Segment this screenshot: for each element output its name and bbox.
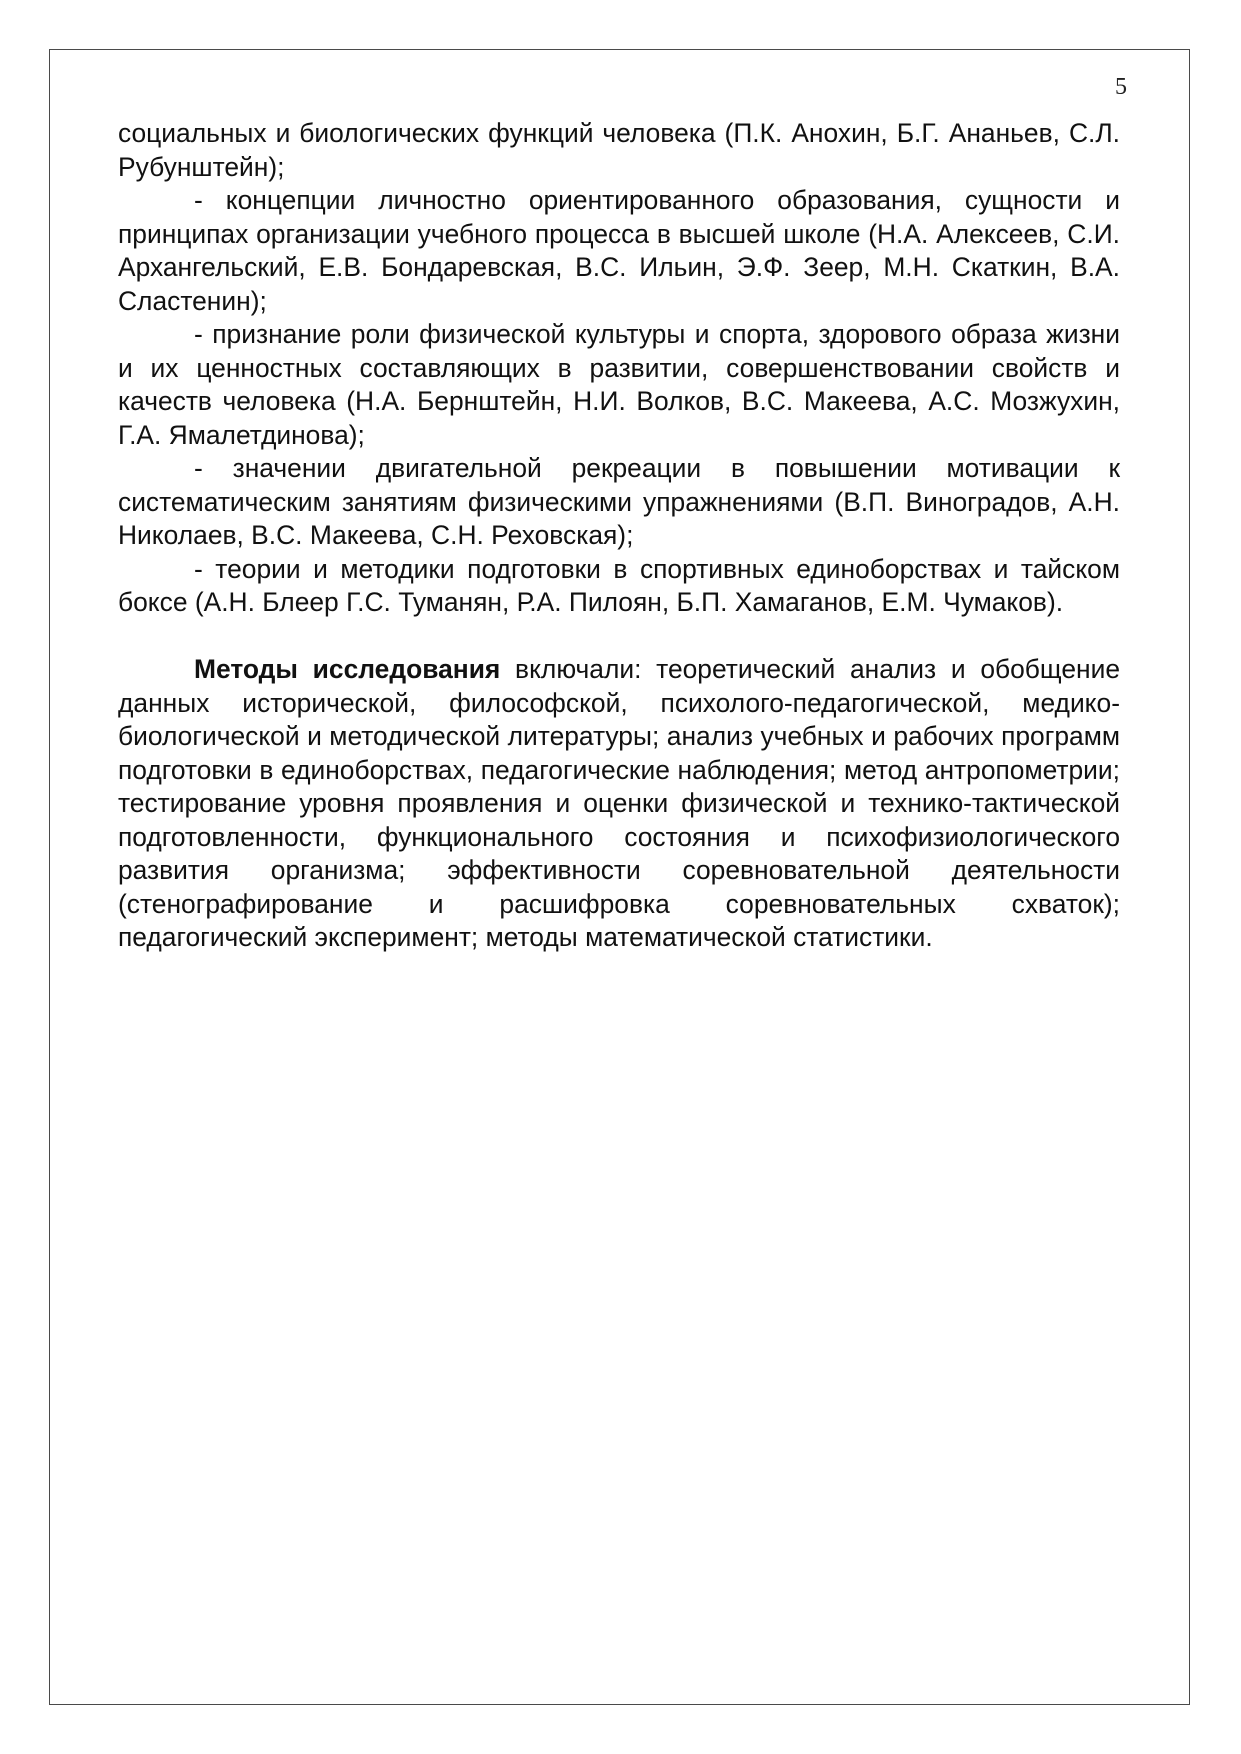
document-body [118,117,1120,955]
page-number: 5 [1115,74,1127,100]
list-item-physical-culture: - признание роли физической культуры и спорта, здорового образа жизни и их ценностных составляющих в развитии, совершенствовании свойств и качеств человека (Н.А. Бернштейн, Н.И. Волков, В.С. Макеева, А.С. Мозжухин, Г.А. Ямалетдинова); [118,319,1120,450]
methods-paragraph [118,653,1120,955]
paragraph-gap [118,620,1120,654]
list-item-concepts: - концепции личностно ориентированного образования, сущности и принципах организации учебного процесса в высшей школе (Н.А. Алексеев, С.И. Архангельский, Е.В. Бондаревская, В.С. Ильин, Э.Ф. Зеер, М.Н. Скаткин, В.А. Сластенин); [118,185,1120,316]
methods-heading: Методы исследования [194,654,501,684]
paragraph-continuation: социальных и биологических функций человека (П.К. Анохин, Б.Г. Ананьев, С.Л. Рубунштейн); [118,118,1120,182]
list-item-motor-recreation: - значении двигательной рекреации в повышении мотивации к систематическим занятиям физическими упражнениями (В.П. Виноградов, А.Н. Николаев, В.С. Макеева, С.Н. Реховская); [118,453,1120,550]
methods-text: включали: теоретический анализ и обобщение данных исторической, философской, психолого-педагогической, медико-биологической и методической литературы; анализ учебных и рабочих программ подготовки в единоборствах, педагогические наблюдения; метод антропометрии; тестирование уровня проявления и оценки физической и технико-тактической подготовленности, функционального состояния и психофизиологического развития организма; эффективности соревновательной деятельности (стенографирование и расшифровка соревновательных схваток); педагогический эксперимент; методы математической статистики. [118,654,1120,952]
list-item-martial-arts: - теории и методики подготовки в спортивных единоборствах и тайском боксе (А.Н. Блеер Г.С. Туманян, Р.А. Пилоян, Б.П. Хамаганов, Е.М. Чумаков). [118,553,1120,617]
